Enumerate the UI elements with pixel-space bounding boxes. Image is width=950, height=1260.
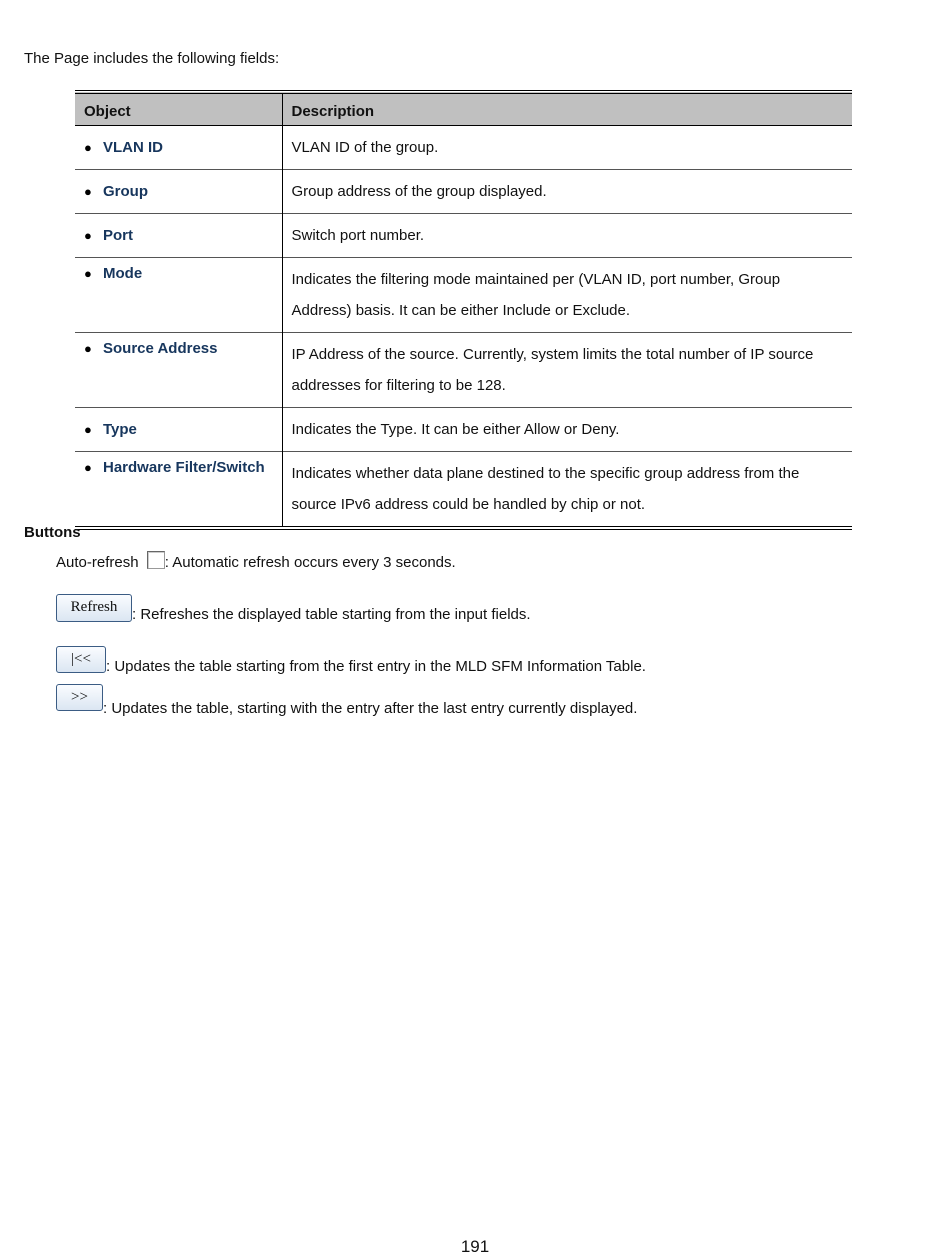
fields-table (75, 90, 852, 530)
table-row (75, 408, 852, 452)
next-page-button[interactable]: >> (56, 684, 103, 711)
object-description: Indicates the Type. It can be either Allow or Deny. (282, 408, 852, 452)
auto-refresh-description: : Automatic refresh occurs every 3 seconds. (164, 554, 456, 571)
table-row (75, 258, 852, 333)
object-name: Port (103, 227, 133, 244)
object-description: VLAN ID of the group. (291, 139, 439, 156)
object-name: Hardware Filter/Switch (103, 459, 265, 476)
bullet-icon: ● (84, 460, 92, 475)
table-row (75, 452, 852, 529)
next-page-description: : Updates the table, starting with the entry after the last entry currently displayed. (103, 700, 638, 717)
auto-refresh-line (56, 551, 456, 571)
bullet-icon: ● (84, 228, 92, 243)
object-name: Source Address (103, 340, 218, 357)
table-row (75, 126, 852, 170)
object-name: VLAN ID (103, 139, 163, 156)
table-row (75, 333, 852, 408)
bullet-icon: ● (84, 422, 92, 437)
bullet-icon: ● (84, 266, 92, 281)
auto-refresh-label: Auto-refresh (56, 554, 139, 571)
header-object: Object (75, 92, 282, 126)
bullet-icon: ● (84, 341, 92, 356)
header-description: Description (282, 92, 852, 126)
object-name: Group (103, 183, 148, 200)
bullet-icon: ● (84, 184, 92, 199)
object-description: Indicates the filtering mode maintained per (VLAN ID, port number, Group Address) basis. It can be either Include or Exclude. (282, 258, 852, 333)
first-line (56, 646, 646, 675)
object-description: Switch port number. (282, 214, 852, 258)
next-line (56, 684, 637, 717)
object-name: Type (103, 421, 137, 438)
table-header-row (75, 92, 852, 126)
intro-text: The Page includes the following fields: (24, 50, 280, 67)
object-description: IP Address of the source. Currently, system limits the total number of IP source addresses for filtering to be 128. (282, 333, 852, 408)
first-page-button[interactable]: |<< (56, 646, 106, 673)
refresh-line (56, 594, 531, 623)
refresh-description: : Refreshes the displayed table starting from the input fields. (132, 606, 531, 623)
buttons-section-title: Buttons (24, 524, 81, 541)
object-description: Indicates whether data plane destined to the specific group address from the source IPv6 address could be handled by chip or not. (282, 452, 852, 529)
page-number: 191 (460, 1237, 490, 1256)
object-description: Group address of the group displayed. (282, 170, 852, 214)
refresh-button[interactable]: Refresh (56, 594, 132, 622)
bullet-icon: ● (84, 140, 92, 155)
table-row (75, 170, 852, 214)
auto-refresh-checkbox[interactable] (147, 551, 165, 569)
first-page-description: : Updates the table starting from the first entry in the MLD SFM Information Table. (106, 658, 646, 675)
object-name: Mode (103, 265, 143, 282)
table-row (75, 214, 852, 258)
